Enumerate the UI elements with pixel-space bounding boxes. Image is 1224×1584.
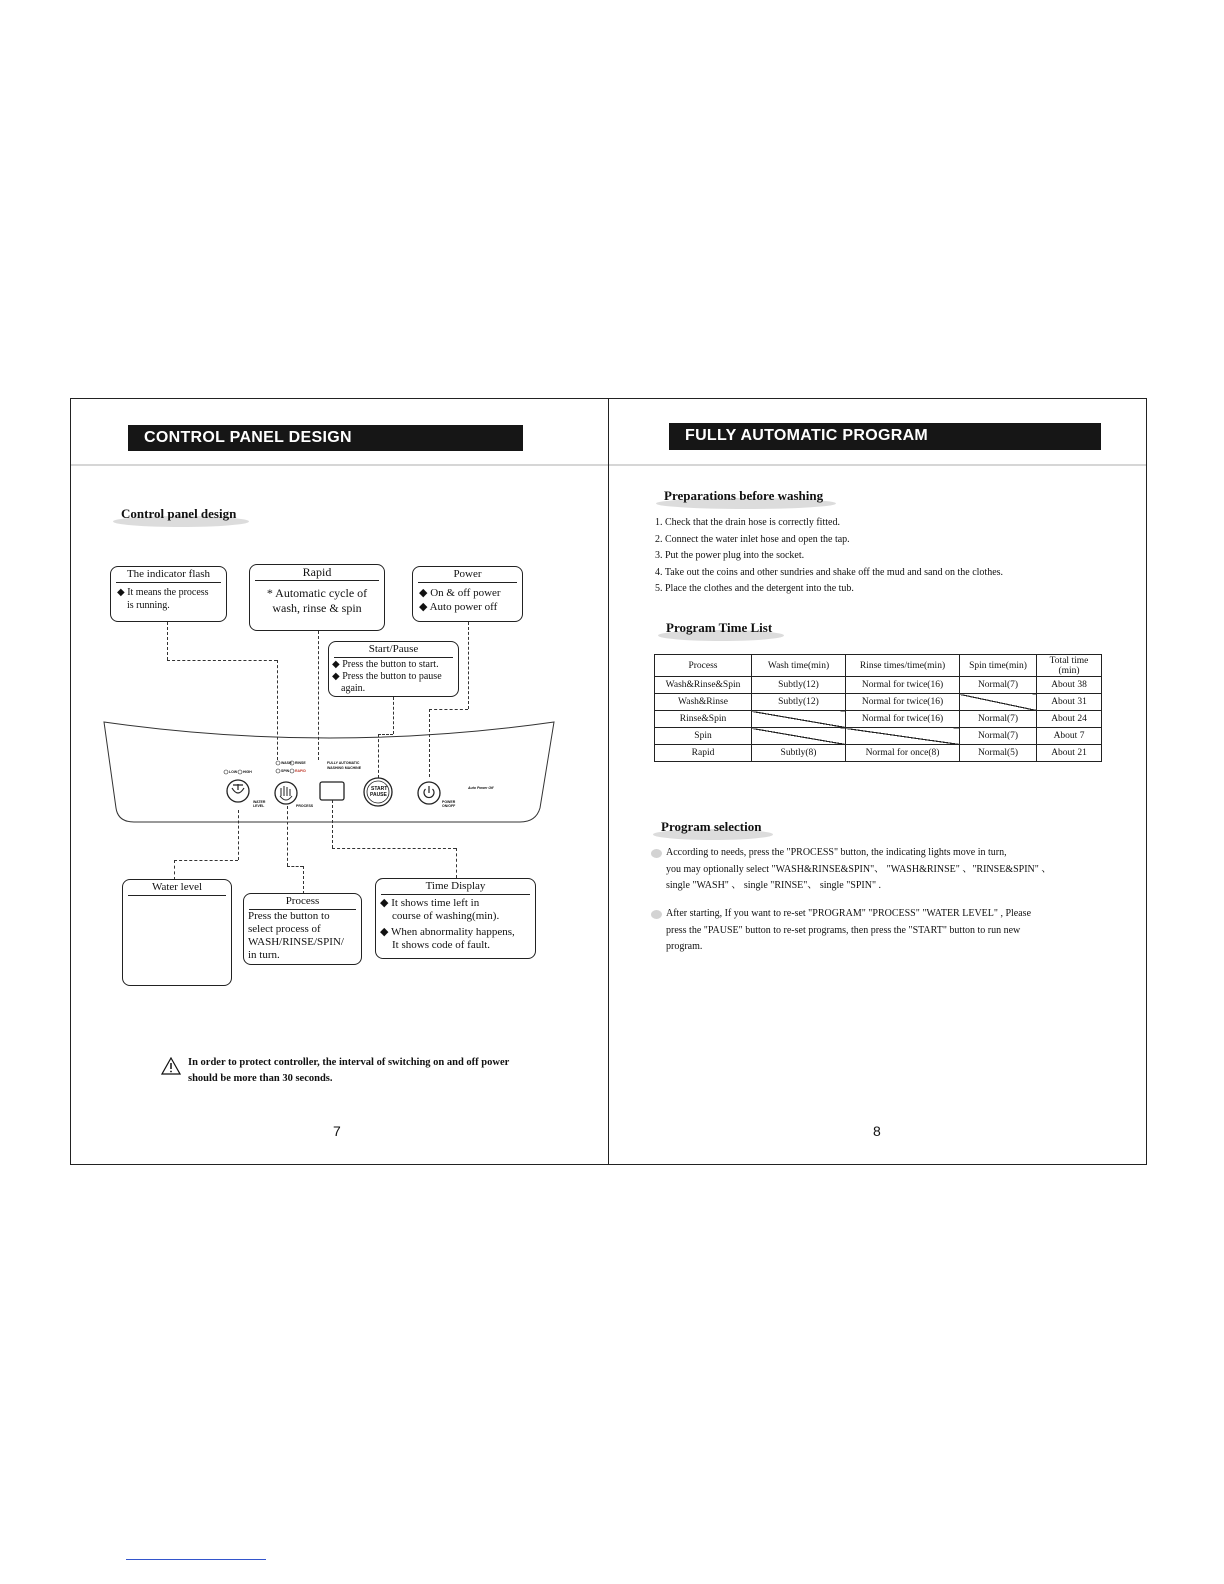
panel-label-wash: WASH [281,761,292,765]
table-cell: Subtly(12) [752,694,846,711]
water-level-icon [232,784,244,793]
control-panel-section-title [121,506,236,522]
selection-paragraph-1 [666,845,1051,895]
section-title-text: Control panel design [121,506,237,521]
callout-title: Process [285,895,320,907]
callout-line: Auto power off [429,601,498,613]
preparations-list [655,515,1003,598]
panel-brand-line1: FULLY AUTOMATIC [327,761,360,765]
process-button[interactable] [275,782,297,804]
table-cell: About 7 [1037,728,1102,745]
callout-line: It shows code of fault. [392,939,491,951]
empty-cell [752,728,846,745]
section-title-text: Program Time List [666,620,773,635]
panel-label-rinse: RINSE [295,761,306,765]
left-header-rule [71,464,608,466]
panel-label-auto-power-off: Auto Power Off [468,786,494,790]
column-header: Spin time(min) [960,655,1037,677]
table-cell: Normal for once(8) [846,745,960,762]
callout-body: ◆ It shows time left in course of washing(min). ◆ When abnormality happens, It shows code of fault. [376,895,535,952]
callout-rule [128,895,226,896]
callout-line: It shows time left in [391,897,480,909]
callout-line: It means the process [127,587,209,598]
bullet-dot [651,910,662,919]
callout-line: in turn. [248,949,280,961]
table-cell: About 24 [1037,711,1102,728]
start-pause-callout [328,641,459,697]
table-cell: Rapid [655,745,752,762]
time-display-callout [375,878,536,959]
indicator-light [290,769,294,773]
selection-paragraph-2 [666,906,1031,956]
leader-line [303,866,304,894]
list-item: 2. Connect the water inlet hose and open the tap. [655,533,850,545]
page-number-right: 8 [873,1123,881,1139]
table-cell: Normal(7) [960,728,1037,745]
callout-title: Time Display [425,880,486,892]
list-item: 3. Put the power plug into the socket. [655,550,805,561]
panel-label-onoff: ON/OFF [442,804,456,808]
leader-line [468,622,469,709]
column-header: Wash time(min) [752,655,846,677]
table-cell: About 38 [1037,677,1102,694]
fully-automatic-banner: FULLY AUTOMATIC PROGRAM [669,423,1101,450]
table-row [655,677,1102,694]
water-level-button[interactable] [227,780,249,802]
control-panel-illustration [100,718,558,826]
table-cell: About 21 [1037,745,1102,762]
list-item: 4. Take out the coins and other sundries and shake off the mud and sand on the clothes. [655,566,1004,578]
panel-label-water: WATER [253,800,266,804]
section-title-text: Preparations before washing [664,488,824,503]
program-selection-section-title [661,819,761,835]
header-line: Total time [1049,655,1089,666]
table-row [655,694,1102,711]
section-title-text: Program selection [661,819,762,834]
leader-line [429,709,468,710]
paragraph-line: you may optionally select "WASH&RINSE&SPIN"、 "WASH&RINSE" 、"RINSE&SPIN" 、 [666,863,1052,875]
indicator-light [224,770,228,774]
paragraph-line: single "WASH" 、 single "RINSE"、 single "SPIN" . [666,880,882,891]
callout-title: Start/Pause [368,643,419,655]
program-time-table [654,654,1102,762]
table-cell: Normal for twice(16) [846,694,960,711]
table-cell: Rinse&Spin [655,711,752,728]
callout-body: ◆ It means the process is running. [111,583,226,612]
warning-text [188,1055,509,1087]
callout-line: course of washing(min). [392,910,500,922]
leader-line [456,848,457,878]
indicator-light [238,770,242,774]
callout-title: Rapid [302,565,332,579]
empty-cell [846,728,960,745]
table-cell: Subtly(12) [752,677,846,694]
panel-label-high: HIGH [243,770,252,774]
callout-body: ◆ Press the button to start. ◆ Press the button to pause again. [329,658,458,695]
column-header [1037,655,1102,677]
leader-line [167,660,277,661]
hand-icon [280,786,292,800]
table-cell: Normal for twice(16) [846,711,960,728]
callout-line: * Automatic cycle of [266,586,368,600]
list-item: 5. Place the clothes and the detergent into the tub. [655,583,854,594]
power-icon [424,786,434,798]
process-callout [243,893,362,965]
preparations-section-title [664,488,823,504]
indicator-flash-callout [110,566,227,622]
callout-body [244,910,361,962]
warning-line: should be more than 30 seconds. [188,1073,333,1084]
table-cell: Spin [655,728,752,745]
paragraph-line: press the "PAUSE" button to re-set programs, then press the "START" button to run new [666,924,1021,936]
callout-title: Power [453,568,482,580]
table-cell: Normal(5) [960,745,1037,762]
callout-line: Press the button to [248,910,330,922]
panel-label-process: PROCESS [296,804,314,808]
paragraph-line: According to needs, press the "PROCESS" button, the indicating lights move in turn, [666,847,1007,858]
column-header: Process [655,655,752,677]
warning-icon [161,1057,181,1075]
callout-line: select process of [248,923,321,935]
panel-label-level: LEVEL [253,804,265,808]
panel-label-start: START [371,786,388,792]
leader-line [287,866,303,867]
program-time-section-title [666,620,772,636]
callout-title: The indicator flash [126,568,211,580]
callout-line: On & off power [430,587,501,599]
leader-line [287,806,288,866]
list-item: 1. Check that the drain hose is correctly fitted. [655,517,840,528]
panel-label-power: POWER [442,800,456,804]
panel-label-spin: SPIN [281,769,290,773]
panel-label-rapid: RAPID [295,769,306,773]
control-panel-banner: CONTROL PANEL DESIGN [128,425,523,451]
paragraph-line: program. [666,941,703,952]
table-row [655,728,1102,745]
right-header-rule [609,464,1146,466]
empty-cell [960,694,1037,711]
callout-line: is running. [127,600,170,611]
rapid-callout [249,564,385,631]
page-number-left: 7 [333,1123,341,1139]
warning-line: In order to protect controller, the interval of switching on and off power [188,1057,510,1068]
empty-cell [752,711,846,728]
page-divider [608,398,609,1165]
callout-body [250,581,384,616]
bullet-dot [651,849,662,858]
water-level-callout [122,879,232,986]
table-cell: Wash&Rinse&Spin [655,677,752,694]
leader-line [332,800,333,848]
column-header: Rinse times/time(min) [846,655,960,677]
table-row [655,745,1102,762]
panel-brand-line2: WASHING MACHINE [327,766,362,770]
leader-line [167,622,168,660]
indicator-light [276,769,280,773]
callout-title: Water level [151,881,203,893]
table-cell: Normal for twice(16) [846,677,960,694]
indicator-light [276,761,280,765]
table-cell: Wash&Rinse [655,694,752,711]
time-display-window [320,782,344,800]
callout-line: WASH/RINSE/SPIN/ [248,936,344,948]
table-header-row [655,655,1102,677]
panel-outline [104,722,554,822]
panel-label-low: LOW [229,770,238,774]
power-callout [412,566,523,622]
paragraph-line: After starting, If you want to re-set "PROGRAM" "PROCESS" "WATER LEVEL" , Please [666,908,1032,919]
footnote-rule [126,1559,266,1560]
table-cell: About 31 [1037,694,1102,711]
callout-line: Press the button to pause [342,671,442,682]
leader-line [238,810,239,860]
table-row [655,711,1102,728]
leader-line [174,860,175,880]
callout-body: ◆ On & off power ◆ Auto power off [419,587,501,613]
table-cell: Subtly(8) [752,745,846,762]
panel-label-pause: PAUSE [370,792,387,798]
callout-line: again. [341,683,366,694]
callout-line: wash, rinse & spin [272,601,362,615]
leader-line [332,848,456,849]
leader-line [174,860,238,861]
callout-line: Press the button to start. [342,659,439,670]
header-line: (min) [1058,665,1080,676]
callout-line: When abnormality happens, [391,926,515,938]
table-cell: Normal(7) [960,677,1037,694]
table-cell: Normal(7) [960,711,1037,728]
